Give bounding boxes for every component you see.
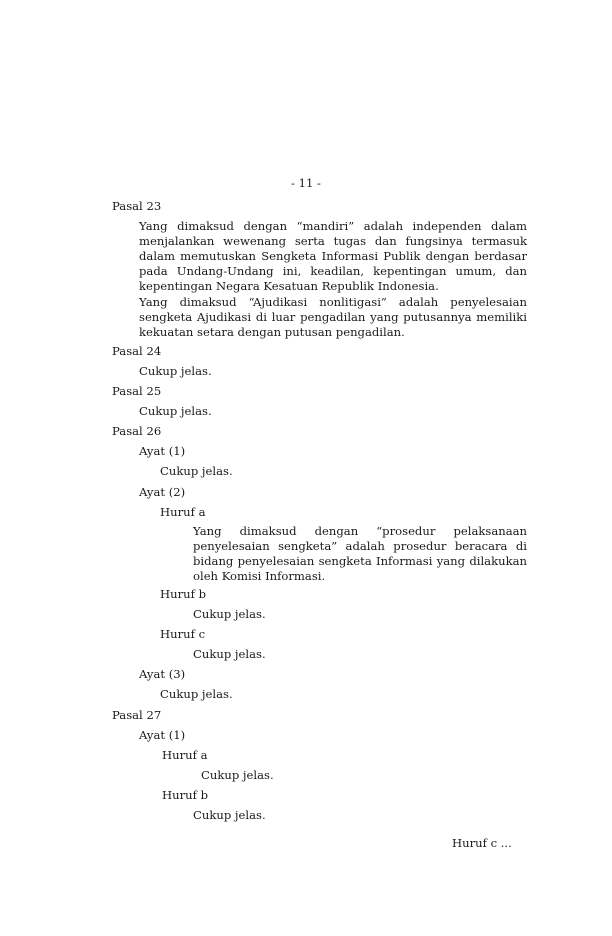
pasal-26-huruf-a-text: Yang dimaksud dengan “prosedur pelaksanaan penyelesaian sengketa” adalah prosedur beracara di bidang penyelesaian sengketa Informasi yang dilakukan oleh Komisi Informasi. (193, 524, 527, 583)
pasal-24-heading: Pasal 24 (112, 344, 162, 358)
next-page-catchword: Huruf c ... (452, 836, 512, 850)
pasal-27-heading: Pasal 27 (112, 708, 162, 722)
pasal-26-ayat-1-text: Cukup jelas. (160, 464, 233, 478)
pasal-26-ayat-1-label: Ayat (1) (139, 444, 186, 458)
pasal-27-huruf-a-label: Huruf a (162, 748, 208, 762)
pasal-26-huruf-a-label: Huruf a (160, 505, 206, 519)
pasal-27-huruf-a-text: Cukup jelas. (201, 768, 274, 782)
pasal-23-heading: Pasal 23 (112, 199, 162, 213)
pasal-26-huruf-c-text: Cukup jelas. (193, 647, 266, 661)
pasal-23-paragraph-mandiri: Yang dimaksud dengan “mandiri” adalah independen dalam menjalankan wewenang serta tugas dan fungsinya termasuk dalam memutuskan Sengketa Informasi Publik dengan berdasar pada Undang-Undang ini, keadilan, kepentingan umum, dan kepentingan Negara Kesatuan Republik Indonesia. (139, 219, 527, 293)
pasal-26-ayat-3-text: Cukup jelas. (160, 687, 233, 701)
pasal-26-huruf-b-text: Cukup jelas. (193, 607, 266, 621)
page-number: - 11 - (291, 176, 321, 190)
pasal-25-text: Cukup jelas. (139, 404, 212, 418)
pasal-26-ayat-2-label: Ayat (2) (139, 485, 186, 499)
pasal-26-huruf-b-label: Huruf b (160, 587, 206, 601)
pasal-27-ayat-1-label: Ayat (1) (139, 728, 186, 742)
pasal-26-heading: Pasal 26 (112, 424, 162, 438)
pasal-26-ayat-3-label: Ayat (3) (139, 667, 186, 681)
pasal-24-text: Cukup jelas. (139, 364, 212, 378)
pasal-26-huruf-c-label: Huruf c (160, 627, 206, 641)
pasal-27-huruf-b-text: Cukup jelas. (193, 808, 266, 822)
pasal-27-huruf-b-label: Huruf b (162, 788, 208, 802)
pasal-25-heading: Pasal 25 (112, 384, 162, 398)
pasal-23-paragraph-ajudikasi: Yang dimaksud “Ajudikasi nonlitigasi” adalah penyelesaian sengketa Ajudikasi di luar pengadilan yang putusannya memiliki kekuatan setara dengan putusan pengadilan. (139, 295, 527, 339)
